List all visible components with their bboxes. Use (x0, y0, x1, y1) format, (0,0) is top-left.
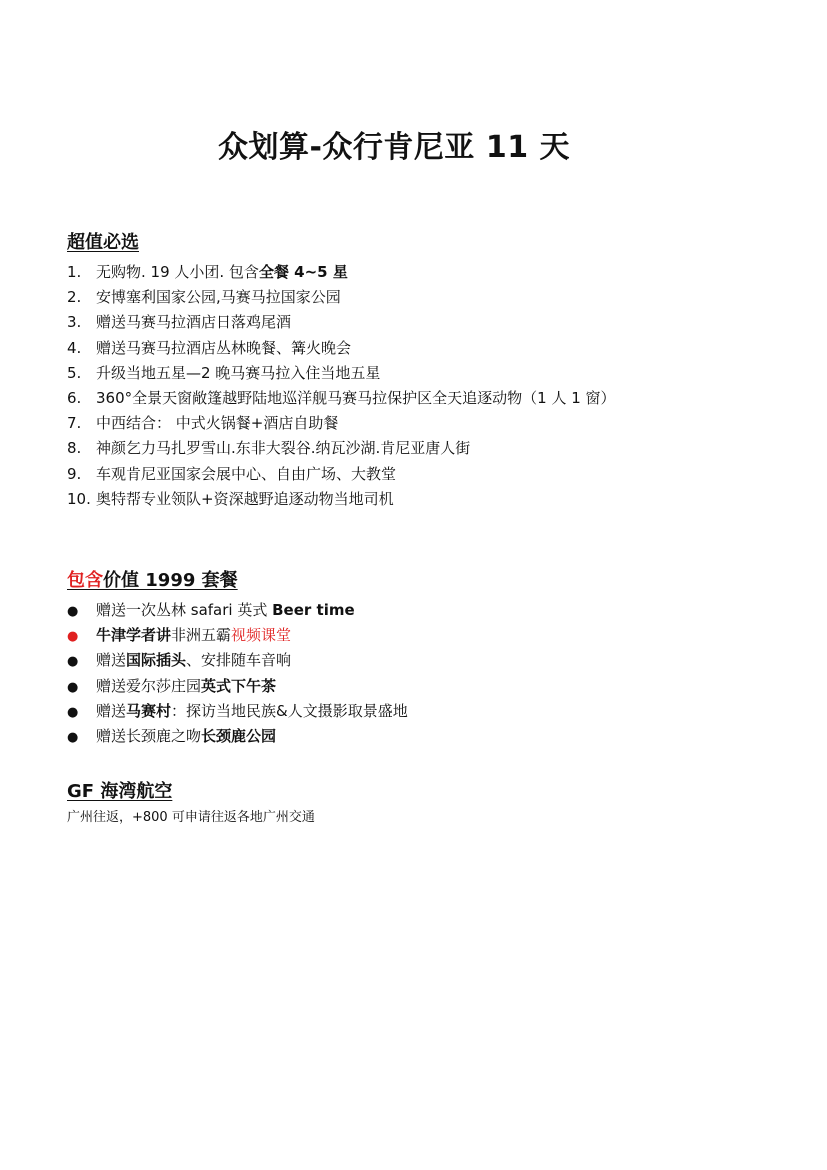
list-item-text: 赠送马赛马拉酒店丛林晚餐、篝火晚会 (96, 338, 352, 357)
list-item-text: 赠送马赛马拉酒店日落鸡尾酒 (96, 313, 292, 332)
list-item-text: 马赛村 (126, 701, 172, 720)
bullet-icon: ● (67, 654, 79, 670)
list-item-text: 、安排随车音响 (186, 651, 292, 670)
list-item-text: 非洲五霸 (171, 626, 232, 645)
document-title: 众划算-众行肯尼亚 11 天 (217, 130, 571, 165)
section-heading-airline: GF 海湾航空 (67, 781, 173, 802)
list-item-number: 7. (67, 414, 82, 433)
package-list (67, 598, 408, 749)
list-item (67, 724, 408, 749)
list-item-text: 车观肯尼亚国家会展中心、自由广场、大教堂 (96, 464, 397, 483)
list-item-text: 英式下午茶 (201, 676, 277, 695)
list-item-text: 赠送 (96, 701, 127, 720)
list-item (67, 436, 616, 461)
list-item-text: 视频课堂 (231, 626, 292, 645)
list-item-text: 奥特帮专业领队+资深越野追逐动物当地司机 (96, 489, 394, 508)
list-item (67, 336, 616, 361)
bullet-icon: ● (67, 629, 79, 645)
list-item (67, 623, 408, 648)
list-item-text: 全餐 4~5 星 (258, 263, 348, 281)
list-item-number: 9. (67, 464, 82, 483)
list-item-number: 2. (67, 288, 82, 307)
section-heading-highlights: 超值必选 (67, 232, 139, 253)
list-item-text: 360°全景天窗敞篷越野陆地巡洋舰马赛马拉保护区全天追逐动物（1 人 1 窗） (96, 388, 616, 407)
list-item-text: Beer time (272, 601, 355, 619)
bullet-icon: ● (67, 679, 79, 695)
list-item (67, 674, 408, 699)
list-item-text: 赠送长颈鹿之吻 (96, 726, 202, 745)
list-item-number: 10. (67, 489, 91, 508)
highlights-list (67, 260, 616, 512)
list-item-text: 牛津学者讲 (96, 626, 172, 645)
list-item-text: 赠送 (96, 651, 127, 670)
list-item (67, 260, 616, 285)
list-item-text: 赠送一次丛林 safari 英式 (96, 601, 273, 619)
list-item-text: 升级当地五星—2 晚马赛马拉入住当地五星 (96, 363, 381, 382)
list-item-text: 神颜乞力马扎罗雪山.东非大裂谷.纳瓦沙湖.肯尼亚唐人街 (96, 439, 471, 458)
list-item (67, 361, 616, 386)
list-item-number: 5. (67, 363, 82, 382)
section-heading-package (67, 566, 238, 592)
list-item-number: 4. (67, 338, 82, 357)
list-item-text: 安博塞利国家公园,马赛马拉国家公园 (96, 288, 341, 307)
list-item-number: 6. (67, 388, 82, 407)
package-heading-red-part: 包含 (67, 570, 103, 591)
bullet-icon: ● (67, 729, 79, 745)
list-item (67, 411, 616, 436)
list-item (67, 310, 616, 335)
list-item-text: 长颈鹿公园 (201, 726, 277, 745)
list-item (67, 648, 408, 673)
list-item-text: 中西结合： 中式火锅餐+酒店自助餐 (96, 414, 339, 433)
list-item-number: 3. (67, 313, 82, 332)
bullet-icon: ● (67, 604, 79, 619)
list-item-text: 赠送爱尔莎庄园 (96, 676, 202, 695)
list-item-text: 无购物. 19 人小团. 包含 (96, 263, 259, 281)
list-item-text: 国际插头 (126, 651, 187, 670)
list-item (67, 462, 616, 487)
list-item-number: 8. (67, 439, 82, 458)
list-item (67, 598, 408, 623)
list-item (67, 386, 616, 411)
list-item (67, 285, 616, 310)
bullet-icon: ● (67, 704, 79, 720)
package-heading-rest: 价值 1999 套餐 (103, 570, 238, 591)
list-item (67, 487, 616, 512)
list-item (67, 699, 408, 724)
list-item-text: ：探访当地民族&人文摄影取景盛地 (171, 701, 408, 720)
list-item-number: 1. (67, 263, 82, 281)
airline-note: 广州往返，+800 可申请往返各地广州交通 (67, 810, 315, 825)
